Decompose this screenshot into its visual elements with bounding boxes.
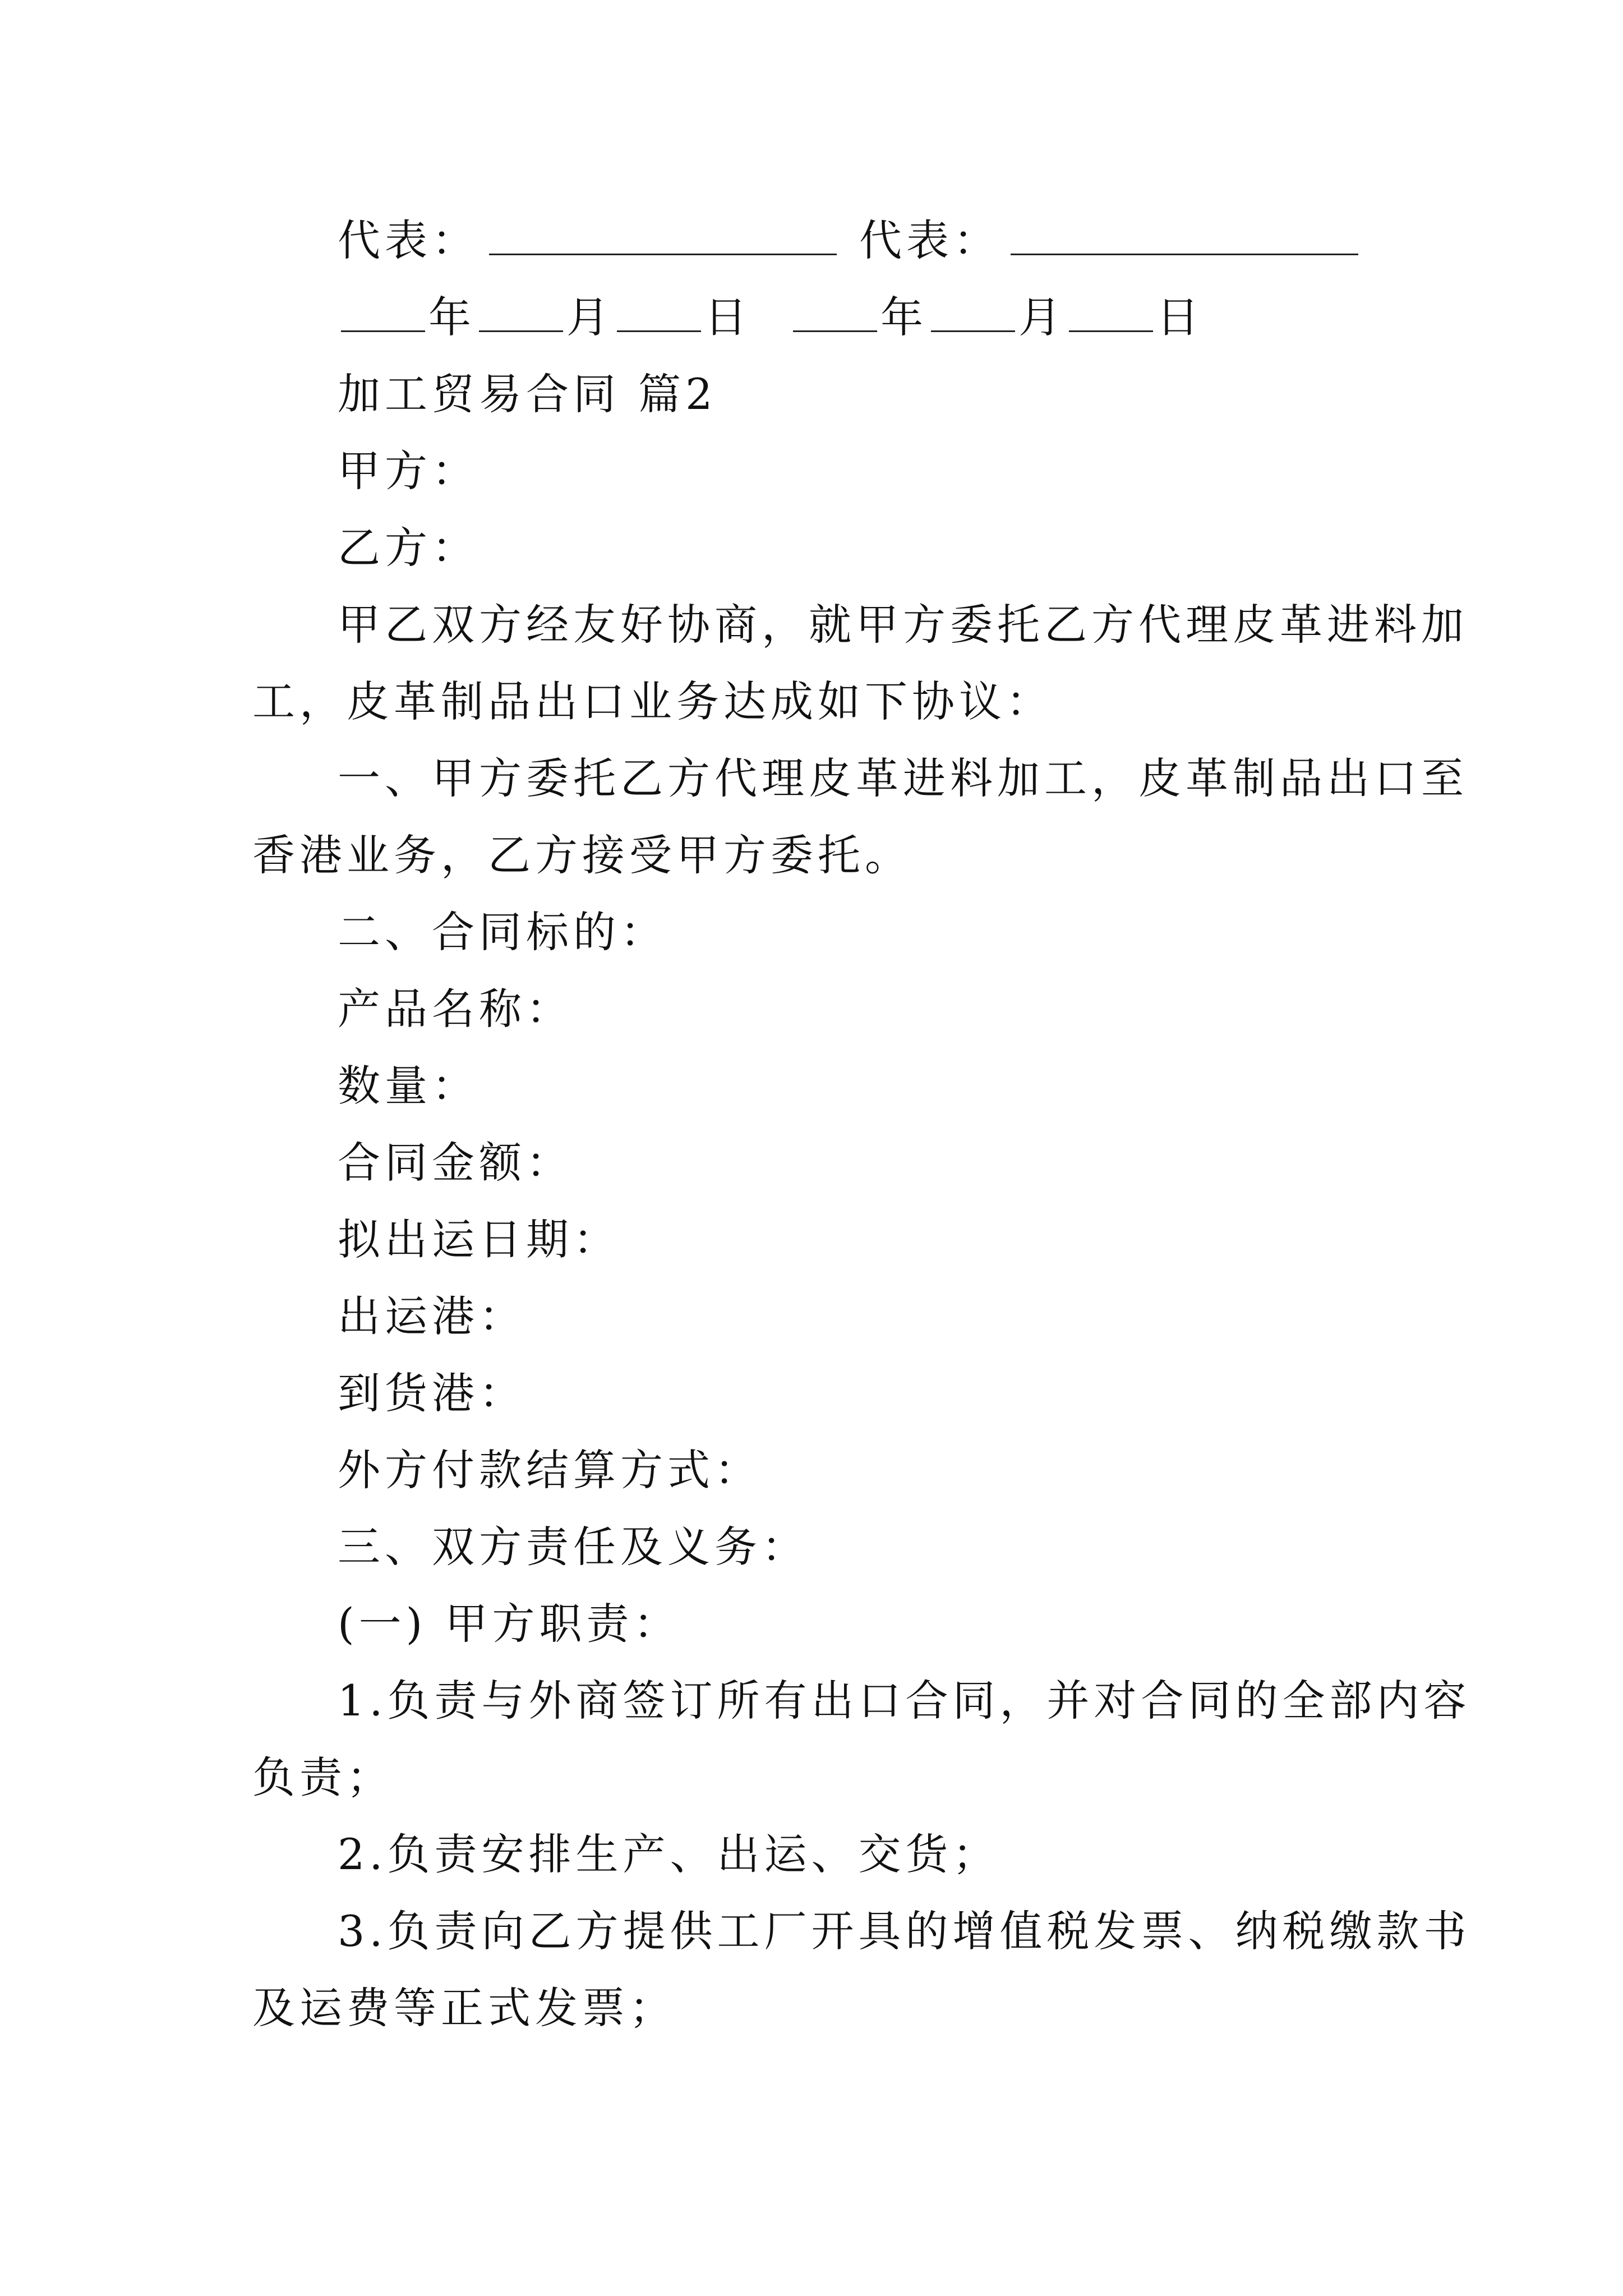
date-group-b: [790, 279, 1204, 356]
month-label-a: 月: [566, 292, 614, 342]
quantity-line: 数量：: [338, 1061, 479, 1111]
port-of-shipment-line: 出运港：: [338, 1291, 526, 1341]
sub-clause-1-heading: (一) 甲方职责：: [338, 1599, 681, 1649]
clause-2-heading: 二、合同标的：: [338, 907, 667, 957]
signature-row: [252, 202, 1385, 279]
signature-block-b: [859, 202, 1381, 279]
clause-1-line-1: 一、甲方委托乙方代理皮革进料加工，皮革制品出口至: [338, 753, 1468, 803]
section-heading: 加工贸易合同 篇2: [338, 369, 717, 419]
duty-1-line-1: 1.负责与外商签订所有出口合同，并对合同的全部内容: [338, 1676, 1471, 1726]
duty-2-line: 2.负责安排生产、出运、交货；: [338, 1829, 1000, 1879]
day-blank-b: [1069, 330, 1153, 332]
document-body: [252, 202, 1471, 2046]
rep-label-b: 代表：: [859, 215, 1000, 265]
duty-3-line-1: 3.负责向乙方提供工厂开具的增值税发票、纳税缴款书: [338, 1906, 1471, 1956]
rep-blank-b: [1011, 254, 1358, 255]
port-of-arrival-line: 到货港：: [338, 1368, 526, 1418]
party-b-line: 乙方：: [338, 523, 479, 573]
year-label-b: 年: [880, 292, 928, 342]
intro-paragraph-line-1: 甲乙双方经友好协商，就甲方委托乙方代理皮革进料加: [338, 600, 1468, 650]
intro-paragraph-line-2: 工，皮革制品出口业务达成如下协议：: [252, 677, 1053, 726]
date-group-a: [338, 279, 751, 356]
ship-date-line: 拟出运日期：: [338, 1214, 620, 1264]
year-blank-a: [341, 330, 425, 332]
day-label-b: 日: [1156, 292, 1204, 342]
date-row: [252, 279, 1385, 356]
year-label-a: 年: [428, 292, 476, 342]
year-blank-b: [793, 330, 877, 332]
rep-label-a: 代表：: [338, 215, 479, 265]
contract-amount-line: 合同金额：: [338, 1138, 573, 1188]
payment-method-line: 外方付款结算方式：: [338, 1445, 762, 1495]
signature-block-a: [338, 202, 859, 279]
rep-blank-a: [489, 254, 837, 255]
duty-3-line-2: 及运费等正式发票；: [252, 1983, 676, 2033]
month-label-b: 月: [1018, 292, 1066, 342]
party-a-line: 甲方：: [338, 446, 479, 496]
clause-1-line-2: 香港业务，乙方接受甲方委托。: [252, 830, 912, 880]
clause-3-heading: 三、双方责任及义务：: [338, 1522, 809, 1572]
duty-1-line-2: 负责；: [252, 1752, 394, 1802]
month-blank-b: [931, 330, 1015, 332]
month-blank-a: [479, 330, 563, 332]
product-name-line: 产品名称：: [338, 984, 573, 1034]
day-blank-a: [617, 330, 701, 332]
day-label-a: 日: [704, 292, 751, 342]
